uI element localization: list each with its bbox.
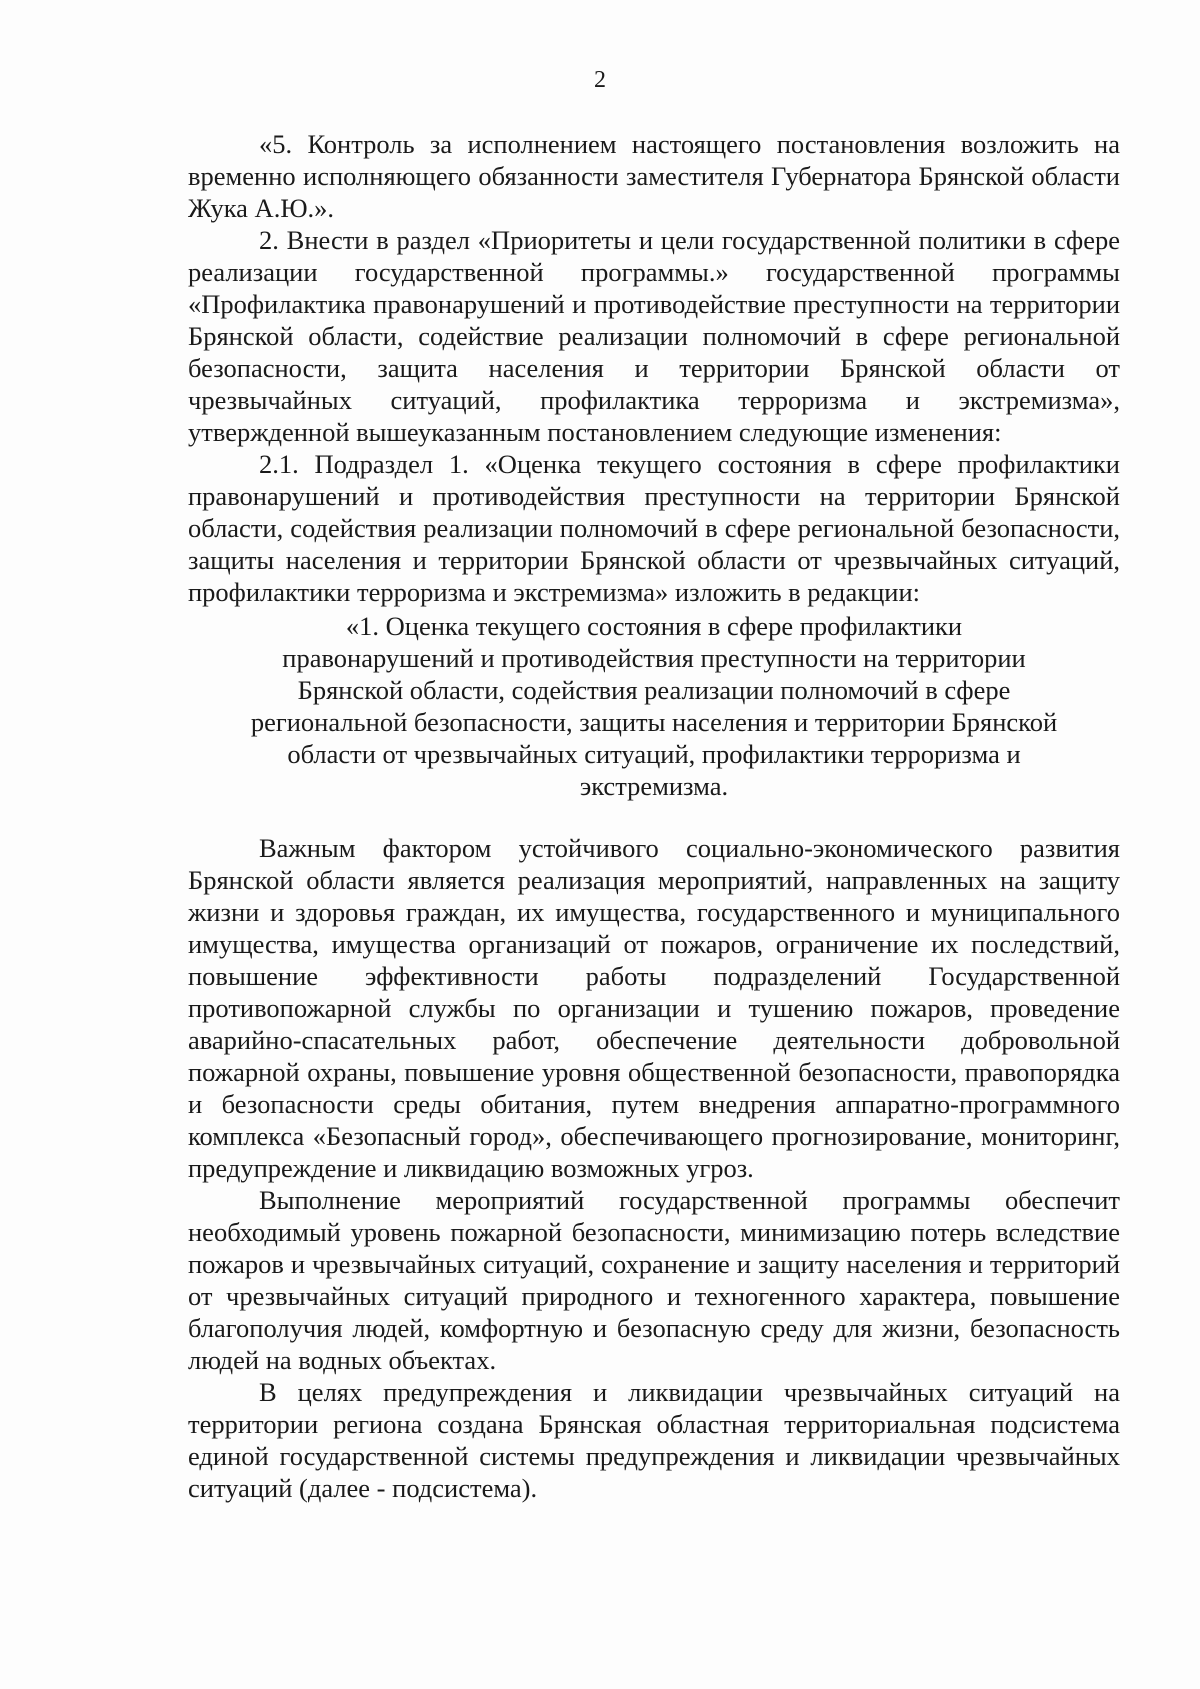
spacer (188, 802, 1120, 832)
paragraph-important-factor: Важным фактором устойчивого социально-экономического развития Брянской области является реализация мероприятий, направленных на защиту жизни и здоровья граждан, их имущества, государственного и муниципального имущества, имущества организаций от пожаров, ограничение их последствий, повышение эффективности работы подразделений Государственной противопожарной службы по организации и тушению пожаров, проведение аварийно-спасательных работ, обеспечение деятельности добровольной пожарной охраны, повышение уровня общественной безопасности, правопорядка и безопасности среды обитания, путем внедрения аппаратно-программного комплекса «Безопасный город», обеспечивающего прогнозирование, мониторинг, предупреждение и ликвидацию возможных угроз. (188, 833, 1120, 1183)
section-heading: «1. Оценка текущего состояния в сфере профилактики правонарушений и противодействия преступности на территории Брянской области, содействия реализации полномочий в сфере региональной безопасности, защиты населения и территории Брянской области от чрезвычайных ситуаций, профилактики терроризма и экстремизма. (250, 611, 1058, 801)
page-number: 2 (594, 67, 606, 93)
paragraph-subsection-amendment: 2.1. Подраздел 1. «Оценка текущего состояния в сфере профилактики правонарушений и противодействия преступности на территории Брянской области, содействия реализации полномочий в сфере региональной безопасности, защиты населения и территории Брянской области от чрезвычайных ситуаций, профилактики терроризма и экстремизма» изложить в редакции: (188, 449, 1120, 607)
paragraph-program-outcomes: Выполнение мероприятий государственной программы обеспечит необходимый уровень пожарной безопасности, минимизацию потерь вследствие пожаров и чрезвычайных ситуаций, сохранение и защиту населения и территорий от чрезвычайных ситуаций природного и техногенного характера, повышение благополучия людей, комфортную и безопасную среду для жизни, безопасность людей на водных объектах. (188, 1185, 1120, 1375)
paragraph-emergency-subsystem: В целях предупреждения и ликвидации чрезвычайных ситуаций на территории региона создана Брянская областная территориальная подсистема единой государственной системы предупреждения и ликвидации чрезвычайных ситуаций (далее - подсистема). (188, 1377, 1120, 1503)
document-body (188, 128, 1120, 1504)
paragraph-control-clause: «5. Контроль за исполнением настоящего постановления возложить на временно исполняющего обязанности заместителя Губернатора Брянской области Жука А.Ю.». (188, 129, 1120, 223)
paragraph-amendment-section: 2. Внести в раздел «Приоритеты и цели государственной политики в сфере реализации государственной программы.» государственной программы «Профилактика правонарушений и противодействие преступности на территории Брянской области, содействие реализации полномочий в сфере региональной безопасности, защита населения и территории Брянской области от чрезвычайных ситуаций, профилактика терроризма и экстремизма», утвержденной вышеуказанным постановлением следующие изменения: (188, 225, 1120, 447)
